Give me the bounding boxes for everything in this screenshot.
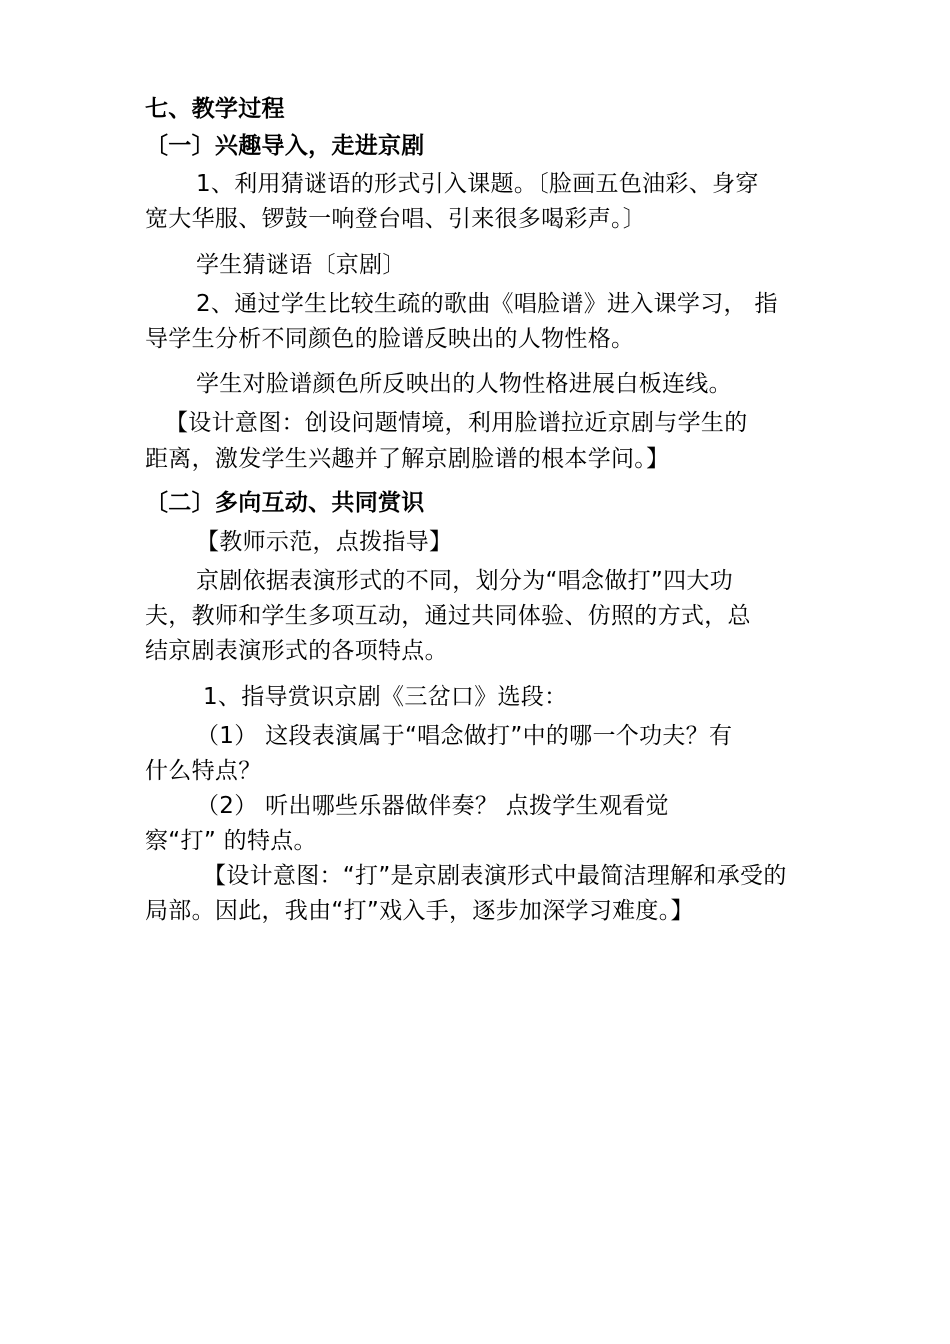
part2-design-line1: 【设计意图：“打”是京剧表演形式中最简洁理解和承受的 (203, 863, 787, 889)
part2-heading: 〔二〕多向互动、共同赏识 (145, 490, 425, 516)
part2-intro-line3: 结京剧表演形式的各项特点。 (145, 638, 448, 664)
part1-item1-line1: 1、利用猜谜语的形式引入课题。〔脸画五色油彩、身穿 (196, 171, 759, 197)
part1-activity-line: 学生对脸谱颜色所反映出的人物性格进展白板连线。 (196, 371, 732, 397)
section-title: 七、教学过程 (145, 96, 285, 122)
part1-item2-line1: 2、通过学生比较生疏的歌曲《唱脸谱》进入课学习， 指 (196, 291, 778, 317)
part2-q2-line2: 察“打” 的特点。 (145, 828, 317, 854)
part1-item1-line2: 宽大华服、锣鼓一响登台唱、引来很多喝彩声。〕 (145, 206, 647, 232)
part1-guess-line: 学生猜谜语〔京剧〕 (196, 252, 406, 278)
part2-design-line2: 局部。因此，我由“打”戏入手，逐步加深学习难度。】 (145, 898, 694, 924)
part1-design-line1: 【设计意图：创设问题情境，利用脸谱拉近京剧与学生的 (165, 410, 748, 436)
part2-item1: 1、指导赏识京剧《三岔口》选段： (203, 684, 568, 710)
part1-item2-line2: 导学生分析不同颜色的脸谱反映出的人物性格。 (145, 326, 635, 352)
part2-q2-line1: （2） 听出哪些乐器做伴奏？ 点拨学生观看觉 (196, 793, 669, 819)
part1-heading: 〔一〕兴趣导入，走进京剧 (145, 133, 425, 159)
part2-intro-line1: 京剧依据表演形式的不同，划分为“唱念做打”四大功 (196, 568, 734, 594)
part2-intro-line2: 夫，教师和学生多项互动，通过共同体验、仿照的方式，总 (145, 603, 751, 629)
part2-sub-heading: 【教师示范，点拨指导】 (196, 529, 453, 555)
part1-design-line2: 距离，激发学生兴趣并了解京剧脸谱的根本学问。】 (145, 446, 670, 472)
part2-q1-line1: （1） 这段表演属于“唱念做打”中的哪一个功夫？有 (196, 723, 733, 749)
part2-q1-line2: 什么特点？ (145, 758, 262, 784)
